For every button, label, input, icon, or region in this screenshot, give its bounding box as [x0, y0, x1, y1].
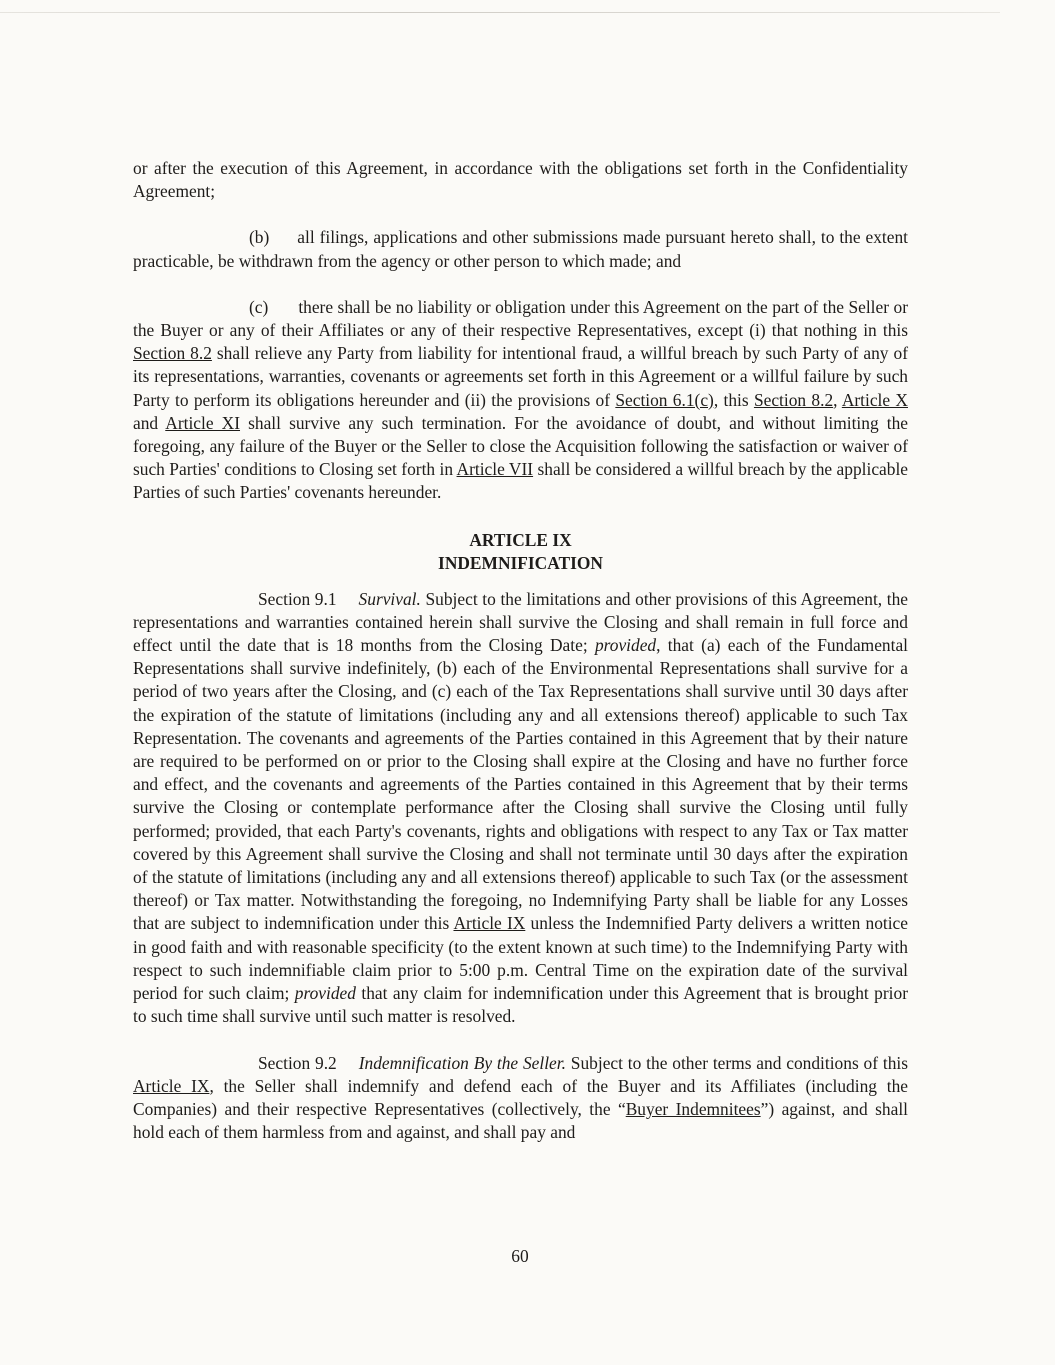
section-9-1-emphasis: provided	[594, 635, 657, 656]
clause-c-text: ,	[833, 389, 842, 410]
clause-c	[133, 296, 908, 505]
article-heading	[133, 529, 908, 575]
section-9-2-caption: Indemnification By the Seller.	[358, 1052, 566, 1073]
clause-c-text: shall survive any such termination. For the avoidance of doubt, and without limiting the foregoing, any failure of the Buyer or the Seller to close the Acquisition following the satisfaction or waiver of such Parties' conditions to Closing set forth in	[133, 412, 909, 480]
section-9-2-text: , the Seller shall indemnify and defend each of the Buyer and its Affiliates (including the Companies) and their respective Representatives (collectively, the “	[133, 1075, 909, 1119]
paragraph-confidentiality: or after the execution of this Agreement, in accordance with the obligations set forth in the Confidentiality Agreement;	[133, 158, 908, 202]
article-ix-link[interactable]: Article IX	[453, 913, 526, 934]
section-9-1-text: Subject to the limitations and other provisions of this Agreement, the representations and warranties contained herein shall survive the Closing and shall remain in full force and effect until the date that is 18 months from the Closing Date;	[133, 588, 909, 656]
scan-artifact-line	[0, 12, 1000, 13]
document-page	[133, 157, 908, 1144]
article-vii-link[interactable]: Article VII	[456, 459, 534, 480]
clause-c-text: there shall be no liability or obligation under this Agreement on the part of the Seller or the Buyer or any of their Affiliates or any of their respective Representatives, except (i) that nothing in this	[133, 296, 908, 341]
section-9-2-text: ”) against, and shall hold each of them harmless from and against, and shall pay and	[133, 1098, 908, 1143]
clause-c-text: shall be considered a willful breach by the applicable Parties of such Parties' covenants hereunder.	[133, 459, 908, 503]
section-9-2	[133, 1052, 908, 1145]
clause-c-text: shall relieve any Party from liability for intentional fraud, a willful breach by such Party of any of its representations, warranties, covenants or agreements set forth in this Agreement or a willful failure by such Party to perform its obligations hereunder and (ii) the provisions of	[133, 343, 908, 410]
article-x-link[interactable]: Article X	[841, 389, 908, 410]
section-9-1-text: that any claim for indemnification under this Agreement that is brought prior to such time shall survive until such matter is resolved.	[133, 983, 908, 1027]
section-9-1	[133, 588, 908, 1029]
clause-b-text: all filings, applications and other submissions made pursuant hereto shall, to the extent practicable, be withdrawn from the agency or other person to which made; and	[133, 227, 908, 271]
section-9-2-label: Section 9.2	[258, 1052, 337, 1073]
article-xi-link[interactable]: Article XI	[165, 412, 241, 433]
page-number: 60	[511, 1246, 529, 1266]
clause-b-label: (b)	[249, 227, 270, 248]
buyer-indemnitees-term: Buyer Indemnitees	[625, 1098, 761, 1119]
article-title: INDEMNIFICATION	[438, 552, 603, 573]
clause-c-label: (c)	[249, 296, 269, 317]
section-8-2-link[interactable]: Section 8.2	[753, 389, 834, 410]
section-9-1-emphasis: provided	[294, 983, 356, 1004]
clause-b	[133, 226, 908, 272]
section-9-1-text: unless the Indemnified Party delivers a written notice in good faith and with reasonable specificity (to the extent known at such time) to the Indemnifying Party with respect to such indemnifiable claim prior to 5:00 p.m. Central Time on the expiration date of the survival period for such claim;	[133, 913, 908, 1004]
clause-c-text: , this	[713, 389, 754, 410]
clause-c-text: and	[133, 412, 166, 433]
article-ix-link[interactable]: Article IX	[133, 1075, 210, 1096]
article-number: ARTICLE IX	[469, 529, 572, 550]
section-8-2-link[interactable]: Section 8.2	[133, 343, 212, 364]
section-6-1c-link[interactable]: Section 6.1(c)	[615, 389, 714, 410]
section-9-1-text: , that (a) each of the Fundamental Representations shall survive indefinitely, (b) each of the Environmental Representations shall survive for a period of two years after the Closing, and (c) each of the Tax Representations shall survive until 30 days after the expiration of the statute of limitations (including any and all extensions thereof) applicable to such Tax Representation. The covenants and agreements of the Parties contained in this Agreement that by their nature are required to be performed on or prior to the Closing shall expire at the Closing and have no further force and effect, and the covenants and agreements of the Parties contained in this Agreement that by their terms survive the Closing or contemplate performance after the Closing shall survive the Closing until fully performed; provided, that each Party's covenants, rights and obligations with respect to any Tax or Tax matter covered by this Agreement shall survive the Closing and shall not terminate until 30 days after the expiration of the statute of limitations (including any and all extensions thereof) applicable to such Tax (or the assessment thereof) or Tax matter. Notwithstanding the foregoing, no Indemnifying Party shall be liable for any Losses that are subject to indemnification under this	[133, 635, 908, 934]
section-9-1-caption: Survival.	[358, 588, 421, 609]
section-9-2-text: Subject to the other terms and conditions of this	[565, 1052, 909, 1073]
section-9-1-label: Section 9.1	[258, 588, 337, 609]
